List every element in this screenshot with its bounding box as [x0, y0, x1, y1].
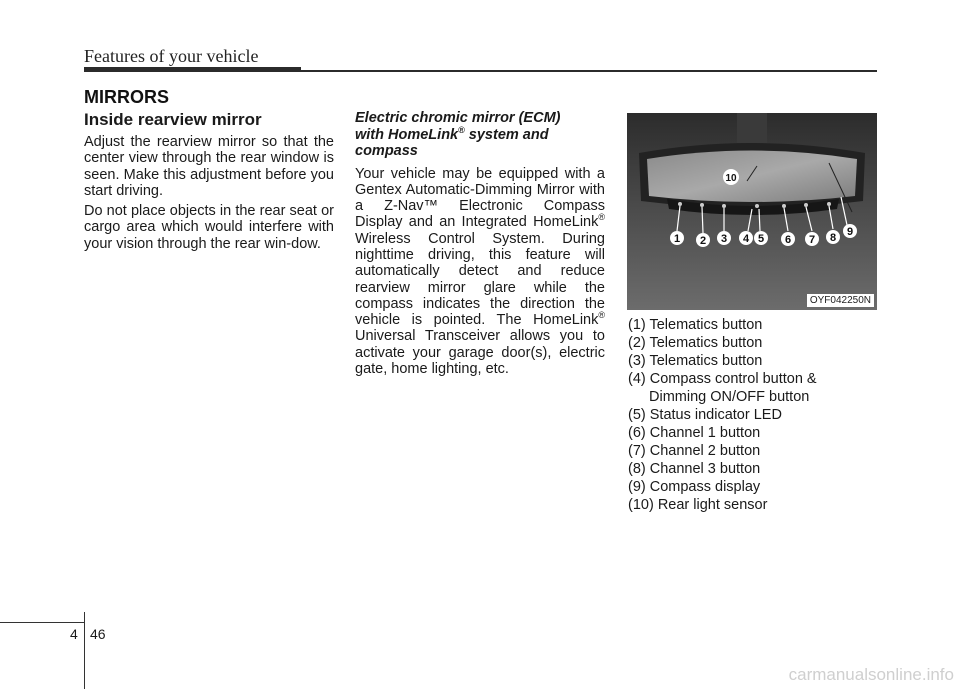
column-ecm — [355, 110, 605, 381]
inside-mirror-heading: Inside rearview mirror — [84, 110, 262, 129]
legend-item: (4) Compass control button & — [628, 371, 817, 387]
ecm-heading — [355, 110, 605, 160]
registered-mark: ® — [598, 310, 605, 321]
header-title: Features of your vehicle — [84, 46, 259, 66]
ecm-heading-line3: compass — [355, 143, 418, 159]
svg-text:1: 1 — [673, 233, 681, 245]
inside-mirror-paragraph-2: Do not place objects in the rear seat or cargo area which would interfere with your vision through the rear win-dow. — [84, 203, 334, 252]
legend-item: (8) Channel 3 button — [628, 461, 761, 477]
page-section-number: 4 — [70, 626, 78, 642]
registered-mark: ® — [458, 124, 465, 135]
legend-item: (2) Telematics button — [628, 335, 763, 351]
svg-text:6: 6 — [784, 234, 792, 246]
legend-item-continuation: Dimming ON/OFF button — [649, 389, 810, 405]
ecm-body-c: Universal Transceiver allows you to activate your garage door(s), electric gate, home lighting, etc. — [355, 328, 605, 378]
legend-item: (3) Telematics button — [628, 353, 763, 369]
callout-8 — [826, 230, 840, 244]
footer-rule — [0, 622, 84, 623]
ecm-body-b: Wireless Control System. During nighttime driving, this feature will automatically detect and reduce rearview mirror glare while the compass indicates the direction the vehicle is pointed. The HomeLink — [355, 230, 605, 329]
header-rule — [84, 67, 301, 72]
svg-text:10: 10 — [725, 173, 737, 184]
callout-1 — [670, 231, 684, 245]
svg-text:3: 3 — [720, 233, 728, 245]
watermark: carmanualsonline.info — [788, 665, 954, 684]
section-title: MIRRORS — [84, 87, 169, 107]
figure-code: OYF042250N — [807, 294, 874, 307]
svg-text:2: 2 — [699, 235, 707, 247]
footer-divider — [84, 612, 85, 689]
svg-text:9: 9 — [846, 226, 854, 238]
legend-item: (5) Status indicator LED — [628, 407, 782, 423]
legend-item: (10) Rear light sensor — [628, 497, 768, 513]
ecm-heading-line1: Electric chromic mirror (ECM) — [355, 110, 561, 126]
ecm-body-a: Your vehicle may be equipped with a Gentex Automatic-Dimming Mirror with a Z-Nav™ Electronic Compass Display and an Integrated HomeLink — [355, 165, 605, 231]
column-inside-mirror — [84, 110, 334, 256]
svg-text:4: 4 — [742, 233, 750, 245]
legend-list — [628, 316, 878, 514]
callout-3 — [717, 231, 731, 245]
svg-text:7: 7 — [808, 234, 816, 246]
page-number: 46 — [90, 626, 106, 642]
legend-item: (7) Channel 2 button — [628, 443, 761, 459]
mirror-glass — [647, 151, 857, 203]
ecm-heading-line2-pre: with HomeLink — [355, 126, 459, 143]
callout-5 — [754, 231, 768, 245]
mirror-photo — [627, 113, 877, 310]
callout-9 — [843, 224, 857, 238]
legend-item: (6) Channel 1 button — [628, 425, 761, 441]
ecm-heading-line2-post: system and — [464, 126, 549, 143]
callout-4 — [739, 231, 753, 245]
svg-text:5: 5 — [757, 233, 765, 245]
header-rule-thin — [301, 70, 877, 72]
callout-2 — [696, 233, 710, 247]
legend-item: (1) Telematics button — [628, 317, 763, 333]
svg-text:8: 8 — [829, 232, 837, 244]
callout-7 — [805, 232, 819, 246]
registered-mark: ® — [598, 212, 605, 223]
callout-10 — [723, 169, 739, 185]
ecm-body — [355, 166, 605, 378]
callout-6 — [781, 232, 795, 246]
mirror-illustration — [627, 113, 877, 310]
legend-item: (9) Compass display — [628, 479, 761, 495]
inside-mirror-paragraph-1: Adjust the rearview mirror so that the center view through the rear window is seen. Make this adjustment before you start driving. — [84, 134, 334, 199]
